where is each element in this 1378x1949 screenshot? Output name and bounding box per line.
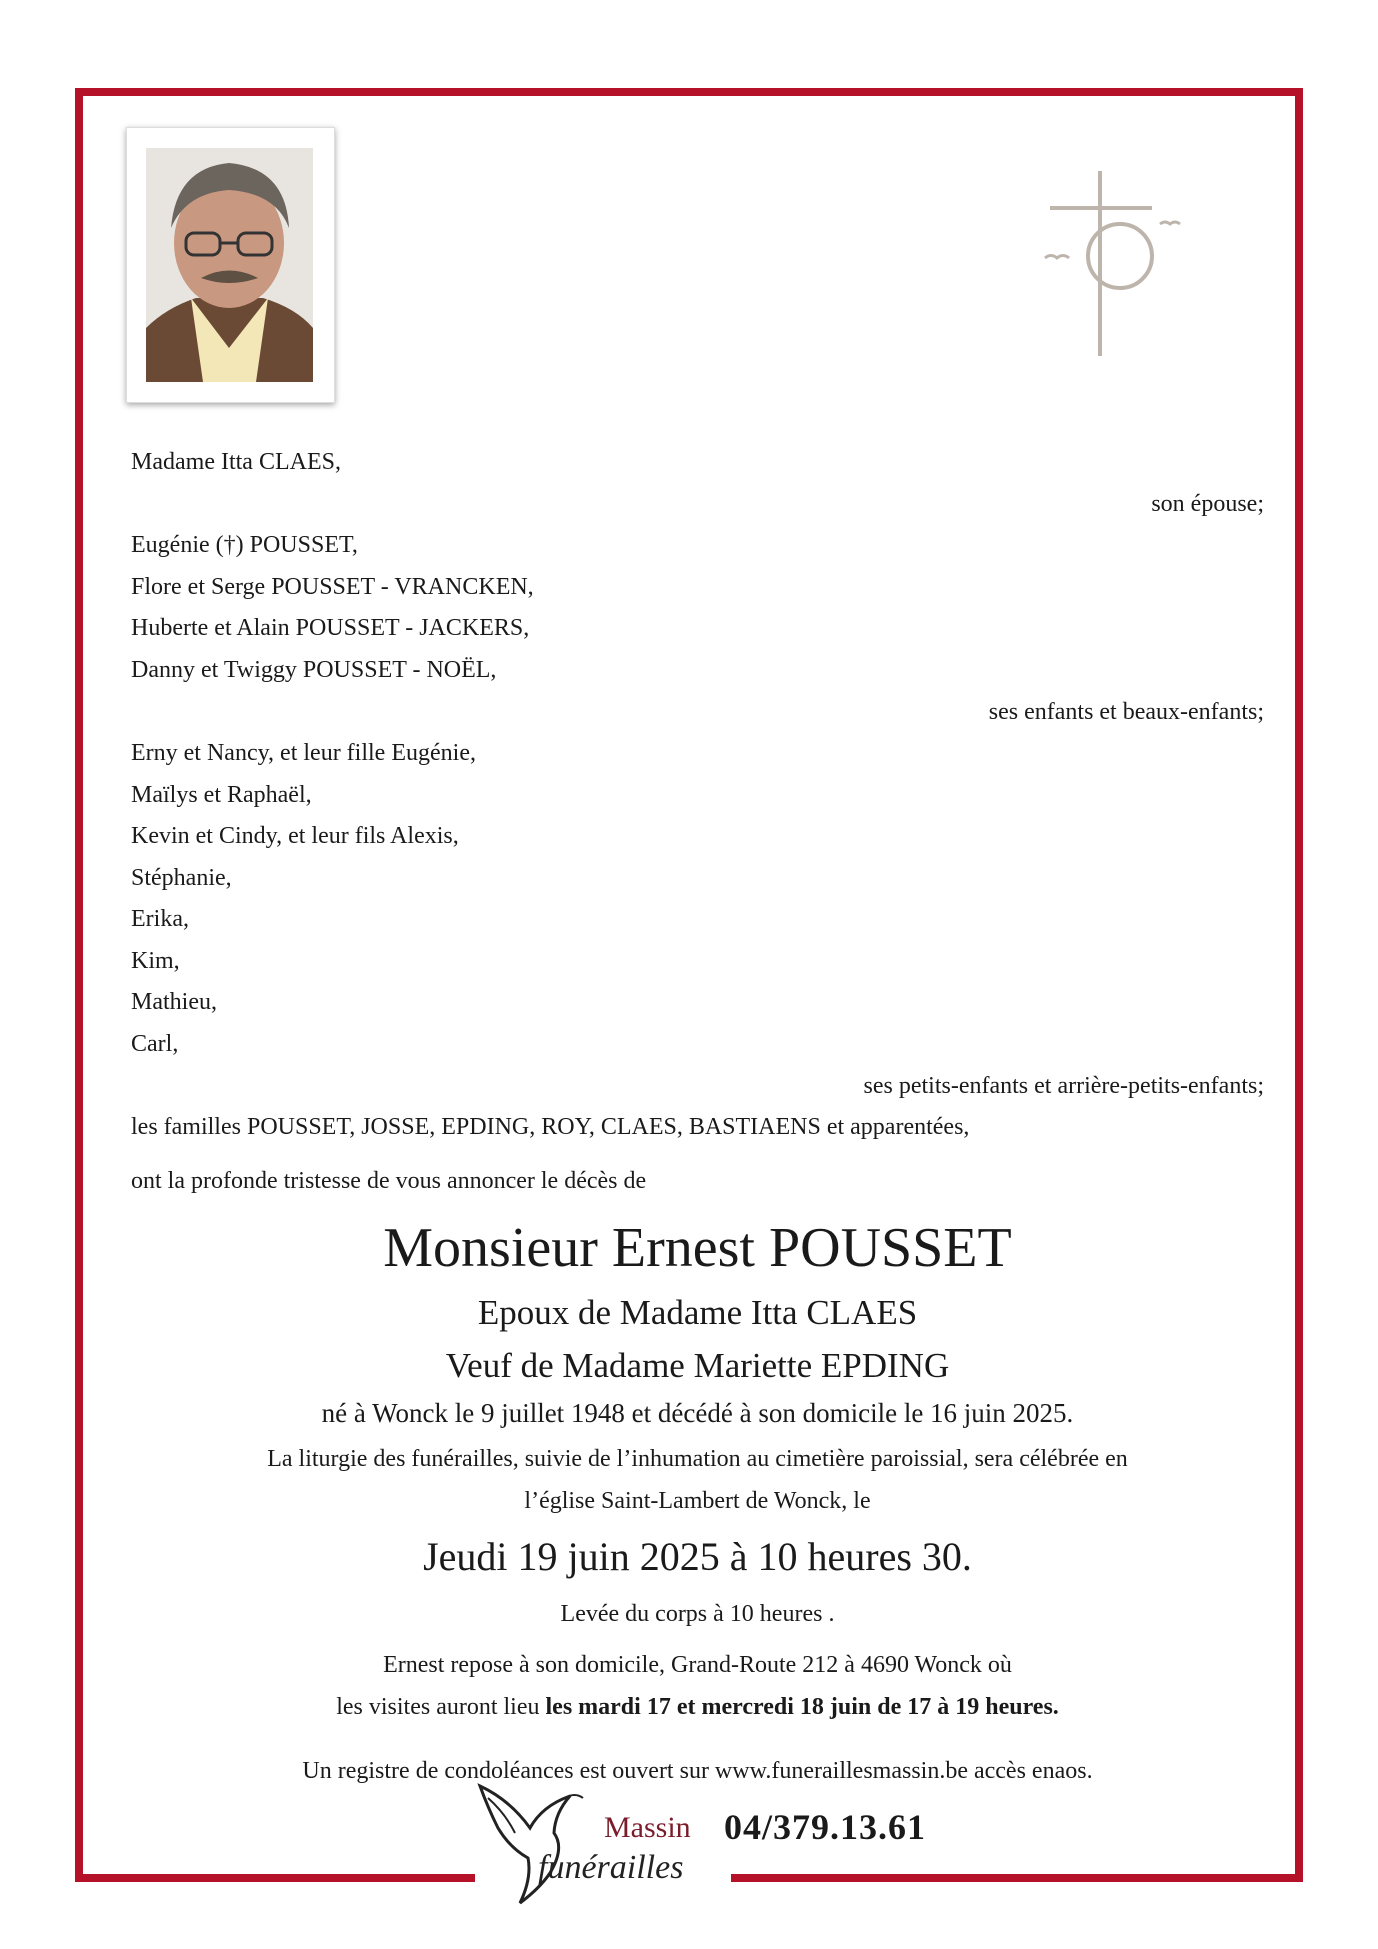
grandchild-line: Kevin et Cindy, et leur fils Alexis, bbox=[131, 823, 459, 849]
register-text: Un registre de condoléances est ouvert sur www.funeraillesmassin.be accès enaos. bbox=[302, 1758, 1093, 1784]
brand-top: Massin bbox=[604, 1811, 691, 1844]
visits-schedule: les mardi 17 et mercredi 18 juin de 17 à 19 heures. bbox=[545, 1694, 1059, 1720]
levee-text: Levée du corps à 10 heures . bbox=[560, 1601, 835, 1627]
deceased-name: Monsieur Ernest POUSSET bbox=[383, 1217, 1012, 1279]
portrait-photo bbox=[126, 127, 335, 403]
spouse-name: Madame Itta CLAES, bbox=[131, 449, 341, 475]
grandchild-line: Maïlys et Raphaël, bbox=[131, 782, 312, 808]
child-line: Flore et Serge POUSSET - VRANCKEN, bbox=[131, 574, 534, 600]
widower-line: Veuf de Madame Mariette EPDING bbox=[445, 1346, 950, 1385]
phone-number: 04/379.13.61 bbox=[724, 1807, 927, 1847]
visits-prefix: les visites auront lieu bbox=[336, 1694, 546, 1720]
grandchildren-role: ses petits-enfants et arrière-petits-enfants; bbox=[863, 1073, 1264, 1099]
families-line: les familles POUSSET, JOSSE, EPDING, ROY, CLAES, BASTIAENS et apparentées, bbox=[131, 1114, 970, 1140]
grandchild-line: Erny et Nancy, et leur fille Eugénie, bbox=[131, 740, 476, 766]
visits-line-2 bbox=[0, 1692, 1378, 1722]
spouse-role: son épouse; bbox=[1151, 491, 1264, 517]
ceremony-line-1: La liturgie des funérailles, suivie de l’inhumation au cimetière paroissial, sera célébrée en bbox=[267, 1446, 1128, 1472]
grandchild-line: Mathieu, bbox=[131, 989, 217, 1015]
children-role: ses enfants et beaux-enfants; bbox=[988, 699, 1264, 725]
child-line: Huberte et Alain POUSSET - JACKERS, bbox=[131, 615, 530, 641]
spouse-line: Epoux de Madame Itta CLAES bbox=[477, 1293, 918, 1332]
portrait-image bbox=[146, 148, 313, 382]
grandchild-line: Kim, bbox=[131, 948, 180, 974]
dove-icon bbox=[470, 1778, 620, 1908]
child-line: Danny et Twiggy POUSSET - NOËL, bbox=[131, 657, 497, 683]
cross-sun-birds-icon bbox=[1040, 166, 1190, 361]
grandchild-line: Carl, bbox=[131, 1031, 179, 1057]
grandchild-line: Erika, bbox=[131, 906, 189, 932]
announcement-text: ont la profonde tristesse de vous annoncer le décès de bbox=[131, 1168, 647, 1194]
grandchild-line: Stéphanie, bbox=[131, 865, 232, 891]
ceremony-line-2: l’église Saint-Lambert de Wonck, le bbox=[524, 1488, 871, 1514]
brand-bottom: funérailles bbox=[538, 1849, 684, 1886]
child-line: Eugénie (†) POUSSET, bbox=[131, 532, 358, 558]
visits-line-1: Ernest repose à son domicile, Grand-Route 212 à 4690 Wonck où bbox=[383, 1652, 1012, 1678]
ceremony-date: Jeudi 19 juin 2025 à 10 heures 30. bbox=[423, 1534, 972, 1579]
life-dates: né à Wonck le 9 juillet 1948 et décédé à son domicile le 16 juin 2025. bbox=[321, 1398, 1074, 1428]
